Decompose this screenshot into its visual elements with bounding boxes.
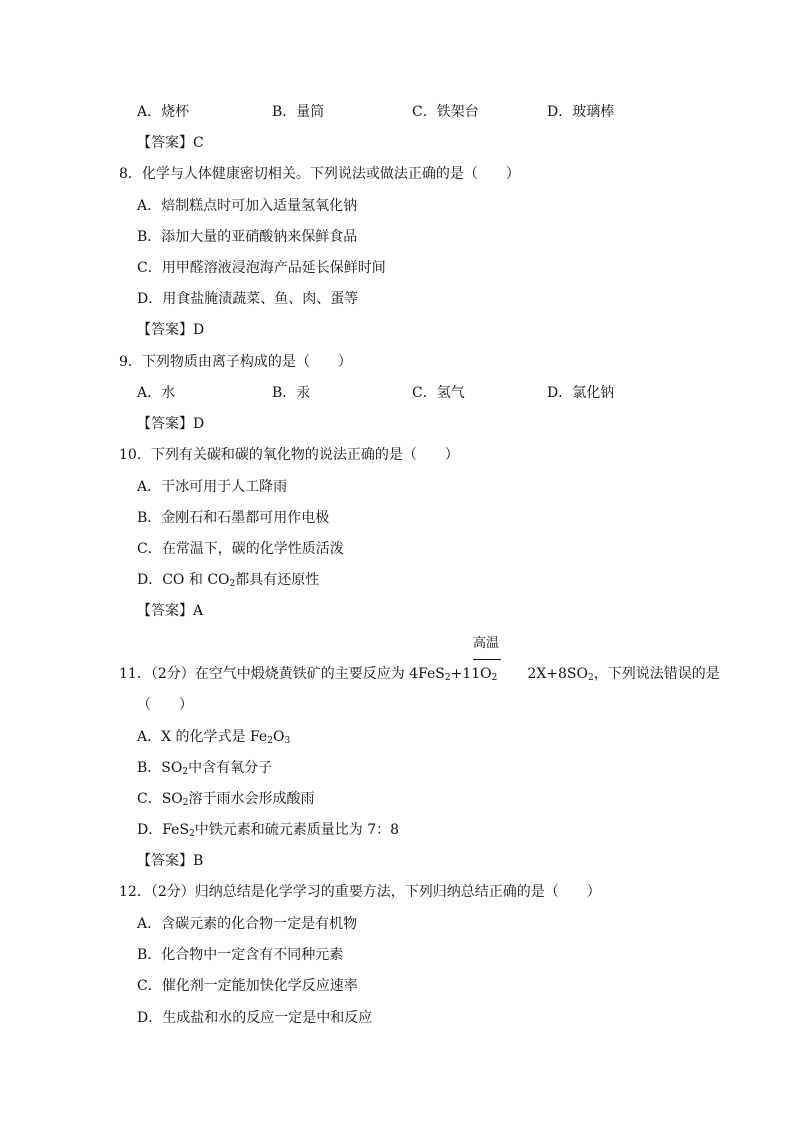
q8-option-b: B．添加大量的亚硝酸钠来保鲜食品 [137, 229, 358, 245]
q11-reaction-arrow-line [473, 659, 501, 660]
q12-option-a: A．含碳元素的化合物一定是有机物 [137, 916, 358, 932]
q10-answer: 【答案】A [137, 603, 204, 619]
q10-option-a: A．干冰可用于人工降雨 [137, 479, 288, 495]
q7-option-b: B．量筒 [272, 104, 325, 120]
q11-option-b: B．$SO_2$中含有氧分子 [137, 760, 273, 777]
q11-option-c: C．$SO_2$溶于雨水会形成酸雨 [137, 791, 315, 808]
q12-option-b: B．化合物中一定含有不同种元素 [137, 947, 344, 963]
q9-option-b: B．汞 [272, 385, 311, 401]
q9-option-d: D．氯化钠 [547, 385, 615, 401]
q10-stem: 10．下列有关碳和碳的氧化物的说法正确的是（ ） [119, 447, 459, 463]
q11-stem: 11．（2分）在空气中煅烧黄铁矿的主要反应为 $4FeS_2+11O_2$ $2X+8SO_2$，下列说法错误的是 [119, 666, 720, 683]
q12-stem: 12．（2分）归纳总结是化学学习的重要方法，下列归纳总结正确的是（ ） [119, 884, 601, 900]
q10-option-c: C．在常温下，碳的化学性质活泼 [137, 541, 344, 557]
q7-option-d: D．玻璃棒 [547, 104, 615, 120]
q10-option-d: D．CO 和 $CO_2$都具有还原性 [137, 572, 320, 589]
q11-stem-line2: （ ） [137, 697, 193, 713]
q9-option-a: A．水 [137, 385, 176, 401]
q9-option-c: C．氢气 [412, 385, 465, 401]
q8-option-c: C．用甲醛溶液浸泡海产品延长保鲜时间 [137, 260, 386, 276]
q8-option-d: D．用食盐腌渍蔬菜、鱼、肉、蛋等 [137, 291, 359, 307]
q7-option-c: C．铁架台 [412, 104, 479, 120]
q10-option-b: B．金刚石和石墨都可用作电极 [137, 510, 330, 526]
q8-stem: 8．化学与人体健康密切相关。下列说法或做法正确的是（ ） [119, 166, 520, 182]
q8-answer: 【答案】D [137, 322, 205, 338]
q11-answer: 【答案】B [137, 853, 204, 869]
q7-answer: 【答案】C [137, 135, 204, 151]
q9-stem: 9．下列物质由离子构成的是（ ） [119, 354, 352, 370]
q11-reaction-condition: 高温 [473, 636, 500, 651]
q11-option-a: A．X 的化学式是 $Fe_2O_3$ [137, 729, 291, 746]
q12-option-d: D．生成盐和水的反应一定是中和反应 [137, 1010, 373, 1026]
q12-option-c: C．催化剂一定能加快化学反应速率 [137, 978, 358, 994]
q11-option-d: D．FeS$_2$中铁元素和硫元素质量比为 7：8 [137, 822, 400, 839]
q8-option-a: A．焙制糕点时可加入适量氢氧化钠 [137, 198, 358, 214]
q7-option-a: A．烧杯 [137, 104, 190, 120]
q9-answer: 【答案】D [137, 416, 205, 432]
